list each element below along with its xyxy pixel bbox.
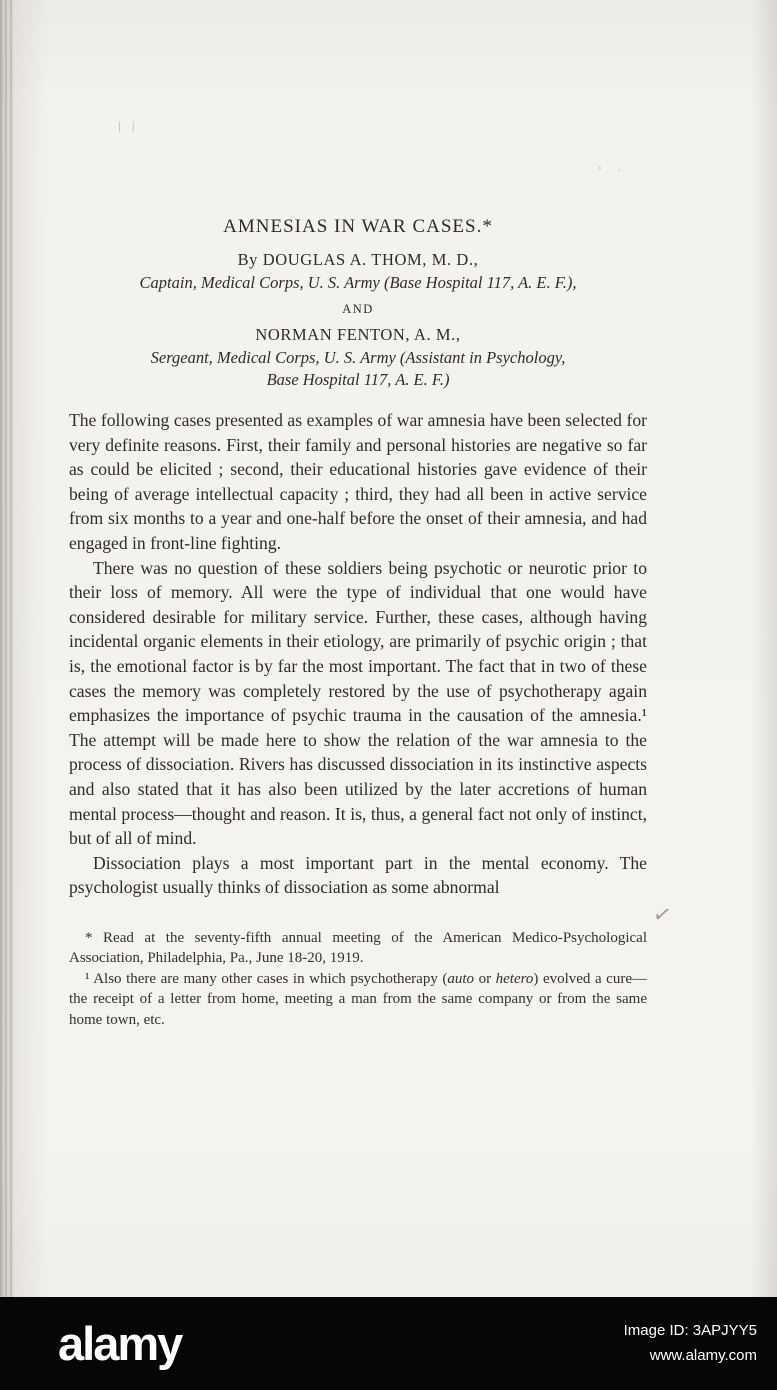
paragraph-3: Dissociation plays a most important part in the mental economy. The psychologist usually thinks of dissociation as some abnormal	[69, 852, 647, 898]
paragraph-1: The following cases presented as examples of war amnesia have been selected for very definite reasons. First, their family and personal histories are negative so far as could be elicited ; second, their educational histories gave evidence of their being of average intellectual capacity ; third, they had all been in active service from six months to a year and one-half before the onset of their amnesia, and had engaged in front-line fighting.	[69, 410, 647, 553]
article-title: AMNESIAS IN WAR CASES.*	[223, 216, 493, 237]
footnote-2	[69, 969, 647, 1031]
footnotes-section	[69, 928, 647, 1031]
paragraph-2: There was no question of these soldiers being psychotic or neurotic prior to their loss of memory. All were the type of individual that one would have considered desirable for military service. Further, these cases, although having incidental organic elements in their etiology, are primarily of psychic origin ; that is, the emotional factor is by far the most important. The fact that in two of these cases the memory was completely restored by the use of psychotherapy again emphasizes the importance of psychic trauma in the causation of the amnesia.¹ The attempt will be made here to show the relation of the war amnesia to the process of dissociation. Rivers has discussed dissociation in its instinctive aspects and also stated that it has also been utilized by the later accretions of human mental process—thought and reason. It is, thus, a general fact not only of instinct, but of all of mind.	[69, 557, 647, 849]
pencil-checkmark: ✓	[650, 901, 674, 930]
alamy-logo: alamy	[58, 1317, 182, 1370]
author-affiliation-1: Captain, Medical Corps, U. S. Army (Base Hospital 117, A. E. F.),	[139, 273, 577, 292]
book-binding-edge	[0, 0, 13, 1297]
article-body	[69, 408, 647, 900]
scan-artifact-mark: ‘ ·	[598, 163, 627, 177]
footnote-2-text: ) evolved a cure—the receipt of a letter from home, meeting a man from the same company or from the same home town, etc.	[69, 970, 647, 1028]
footnote-2-text: ¹ Also there are many other cases in which psychotherapy (	[85, 970, 448, 987]
footnote-1: * Read at the seventy-fifth annual meeting of the American Medico-Psychological Association, Philadelphia, Pa., June 18-20, 1919.	[69, 929, 647, 967]
and-separator: AND	[342, 302, 374, 316]
image-id-label: Image ID: 3APJYY5	[623, 1321, 757, 1339]
author-affiliation-2-line1: Sergeant, Medical Corps, U. S. Army (Assistant in Psychology,	[150, 348, 566, 367]
scan-artifact-mark: | |	[118, 118, 139, 133]
alamy-watermark-bar	[0, 1297, 777, 1390]
author-byline-1: By DOUGLAS A. THOM, M. D.,	[237, 250, 479, 269]
article-page	[69, 216, 647, 1030]
alamy-url: www.alamy.com	[649, 1346, 757, 1364]
footnote-2-italic-hetero: hetero	[495, 970, 534, 987]
footnote-2-italic-auto: auto	[447, 970, 475, 987]
author-byline-2: NORMAN FENTON, A. M.,	[255, 325, 461, 344]
footnote-2-text: or	[474, 970, 496, 987]
author-affiliation-2-line2: Base Hospital 117, A. E. F.)	[266, 370, 450, 389]
watermark-info	[624, 1319, 757, 1369]
